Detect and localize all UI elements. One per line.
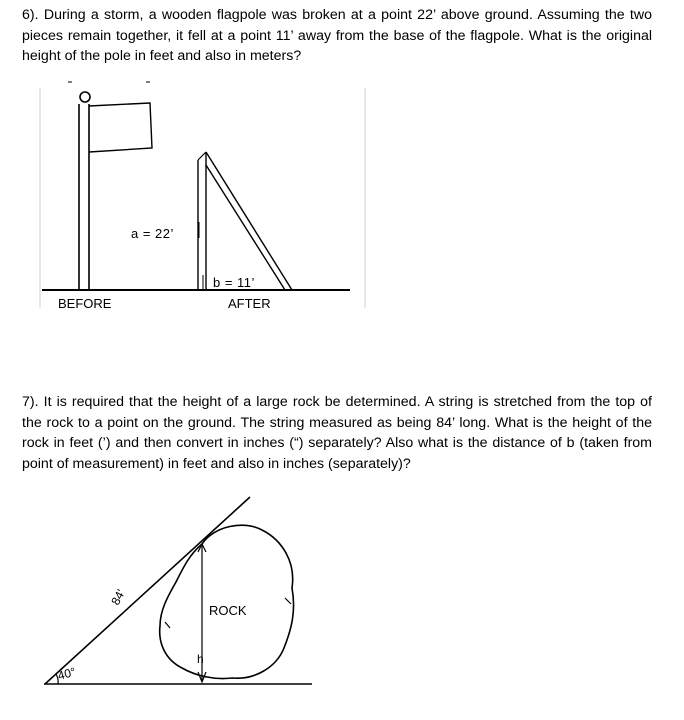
label-rock: ROCK (209, 603, 247, 618)
label-b: b = 11’ (213, 275, 255, 290)
string-line (45, 497, 250, 684)
label-a: a = 22’ (131, 226, 174, 241)
fallen-pole-outer (206, 152, 292, 290)
rock-texture (165, 622, 170, 628)
fallen-pole-inner (206, 165, 285, 290)
pole-break-top (198, 152, 206, 160)
pole-knob (80, 92, 90, 102)
problem-6-text: 6). During a storm, a wooden flagpole was broken at a point 22’ above ground. Assuming the two pieces remain together, it fell at a point 11’ away from the base of the flagpole. What is the original height of the pole in feet and also in meters? (22, 7, 652, 65)
flagpole-figure (40, 82, 365, 308)
problem-7-text: 7). It is required that the height of a large rock be determined. A string is stretched from the top of the rock to a point on the ground. The string measured as being 84’ long. What is the height of the rock in feet (’) and then convert in inches (“) separately? Also what is the distance of b (taken from point of measurement) in feet and also in inches (separately)? (22, 394, 652, 472)
rock-texture (285, 598, 291, 604)
caption-before: BEFORE (58, 296, 112, 311)
label-string: 84' (108, 587, 128, 608)
caption-after: AFTER (228, 296, 271, 311)
rock-figure (44, 497, 312, 684)
label-angle: 40° (56, 664, 78, 683)
flag-shape (89, 103, 152, 152)
label-h: h (197, 652, 204, 666)
rock-outline (160, 525, 294, 678)
